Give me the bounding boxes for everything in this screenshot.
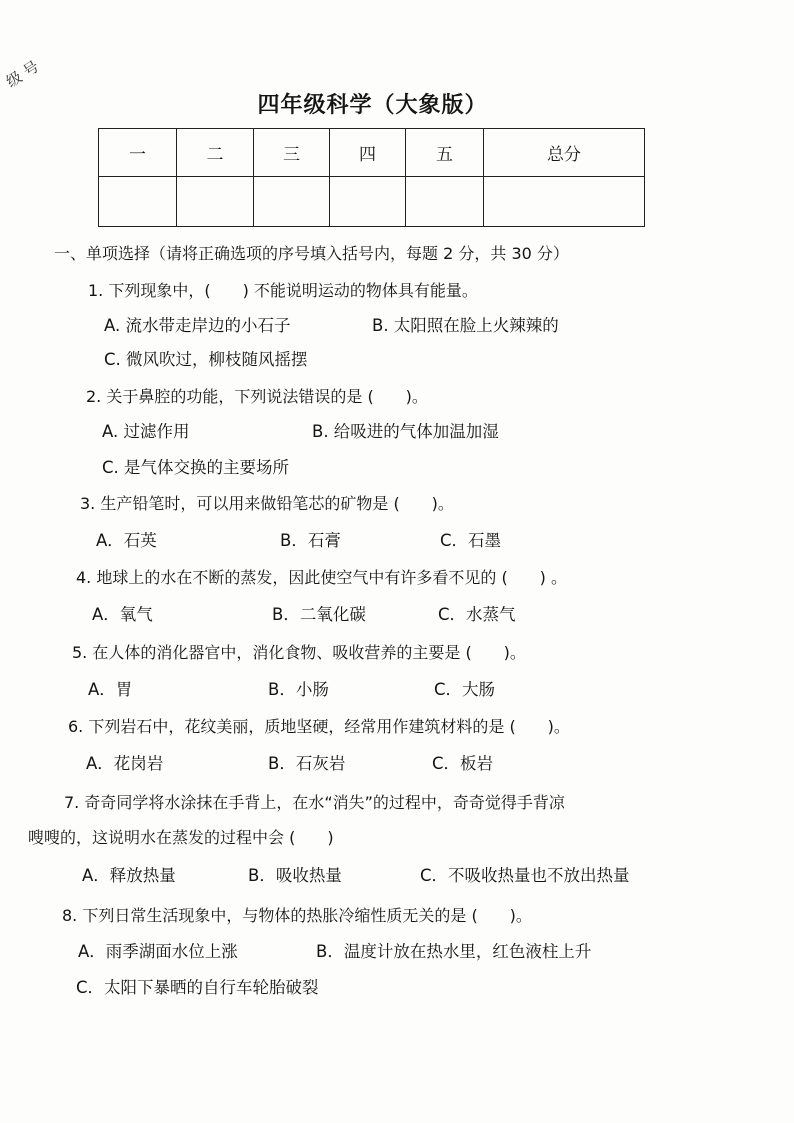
score-table-header-row <box>99 129 645 177</box>
question-7-option-b: B．吸收热量 <box>248 866 342 885</box>
question-1-option-c: C. 微风吹过，柳枝随风摇摆 <box>104 350 308 369</box>
question-4-option-b: B．二氧化碳 <box>272 605 366 624</box>
question-5-option-b: B．小肠 <box>268 680 329 699</box>
question-8-option-b: B．温度计放在热水里，红色液柱上升 <box>316 942 592 961</box>
score-table <box>98 128 645 227</box>
score-header-1: 一 <box>99 129 177 177</box>
question-7-stem-line-2: 嗖嗖的，这说明水在蒸发的过程中会 ( ) <box>28 828 334 847</box>
question-6-option-a: A．花岗岩 <box>86 754 164 773</box>
score-cell-1[interactable] <box>99 177 177 227</box>
question-5-option-c: C．大肠 <box>434 680 496 699</box>
question-3-option-a: A．石英 <box>96 531 157 550</box>
question-5-option-a: A．胃 <box>88 680 133 699</box>
score-header-4: 四 <box>330 129 406 177</box>
question-2-option-a: A. 过滤作用 <box>102 422 190 441</box>
question-7-option-a: A．释放热量 <box>82 866 176 885</box>
question-7-option-c: C．不吸收热量也不放出热量 <box>420 866 630 885</box>
question-4-option-c: C．水蒸气 <box>438 605 516 624</box>
question-3-stem: 3. 生产铅笔时，可以用来做铅笔芯的矿物是 ( )。 <box>80 494 454 513</box>
question-1-stem: 1. 下列现象中，( ) 不能说明运动的物体具有能量。 <box>88 281 478 300</box>
page-title: 四年级科学（大象版） <box>257 93 488 118</box>
question-3-option-c: C．石墨 <box>440 531 502 550</box>
score-header-total: 总分 <box>484 129 645 177</box>
question-2-option-b: B. 给吸进的气体加温加湿 <box>312 422 499 441</box>
question-8-option-a: A．雨季湖面水位上涨 <box>78 942 238 961</box>
question-8-stem: 8. 下列日常生活现象中，与物体的热胀冷缩性质无关的是 ( )。 <box>62 906 532 925</box>
question-1-option-b: B. 太阳照在脸上火辣辣的 <box>372 316 559 335</box>
question-7-stem-line-1: 7. 奇奇同学将水涂抹在手背上，在水“消失”的过程中，奇奇觉得手背凉 <box>64 793 565 812</box>
question-6-option-b: B．石灰岩 <box>268 754 346 773</box>
question-8-option-c: C．太阳下暴晒的自行车轮胎破裂 <box>76 978 319 997</box>
score-table-blank-row <box>99 177 645 227</box>
question-6-option-c: C．板岩 <box>432 754 494 773</box>
question-2-stem: 2. 关于鼻腔的功能，下列说法错误的是 ( )。 <box>86 387 428 406</box>
question-4-option-a: A．氧气 <box>92 605 153 624</box>
question-2-option-c: C. 是气体交换的主要场所 <box>102 458 290 477</box>
score-header-3: 三 <box>254 129 330 177</box>
score-header-5: 五 <box>406 129 484 177</box>
score-header-2: 二 <box>177 129 254 177</box>
question-6-stem: 6. 下列岩石中，花纹美丽，质地坚硬，经常用作建筑材料的是 ( )。 <box>68 717 570 736</box>
corner-fragment-text: 级 号 <box>3 57 43 91</box>
score-cell-2[interactable] <box>177 177 254 227</box>
section-1-heading: 一、单项选择（请将正确选项的序号填入括号内，每题 2 分，共 30 分） <box>54 244 569 263</box>
question-1-option-a: A. 流水带走岸边的小石子 <box>104 316 291 335</box>
score-cell-total[interactable] <box>484 177 645 227</box>
score-cell-3[interactable] <box>254 177 330 227</box>
score-cell-5[interactable] <box>406 177 484 227</box>
question-3-option-b: B．石膏 <box>280 531 341 550</box>
question-5-stem: 5. 在人体的消化器官中，消化食物、吸收营养的主要是 ( )。 <box>72 643 526 662</box>
score-cell-4[interactable] <box>330 177 406 227</box>
question-4-stem: 4. 地球上的水在不断的蒸发，因此使空气中有许多看不见的 ( ) 。 <box>76 568 568 587</box>
